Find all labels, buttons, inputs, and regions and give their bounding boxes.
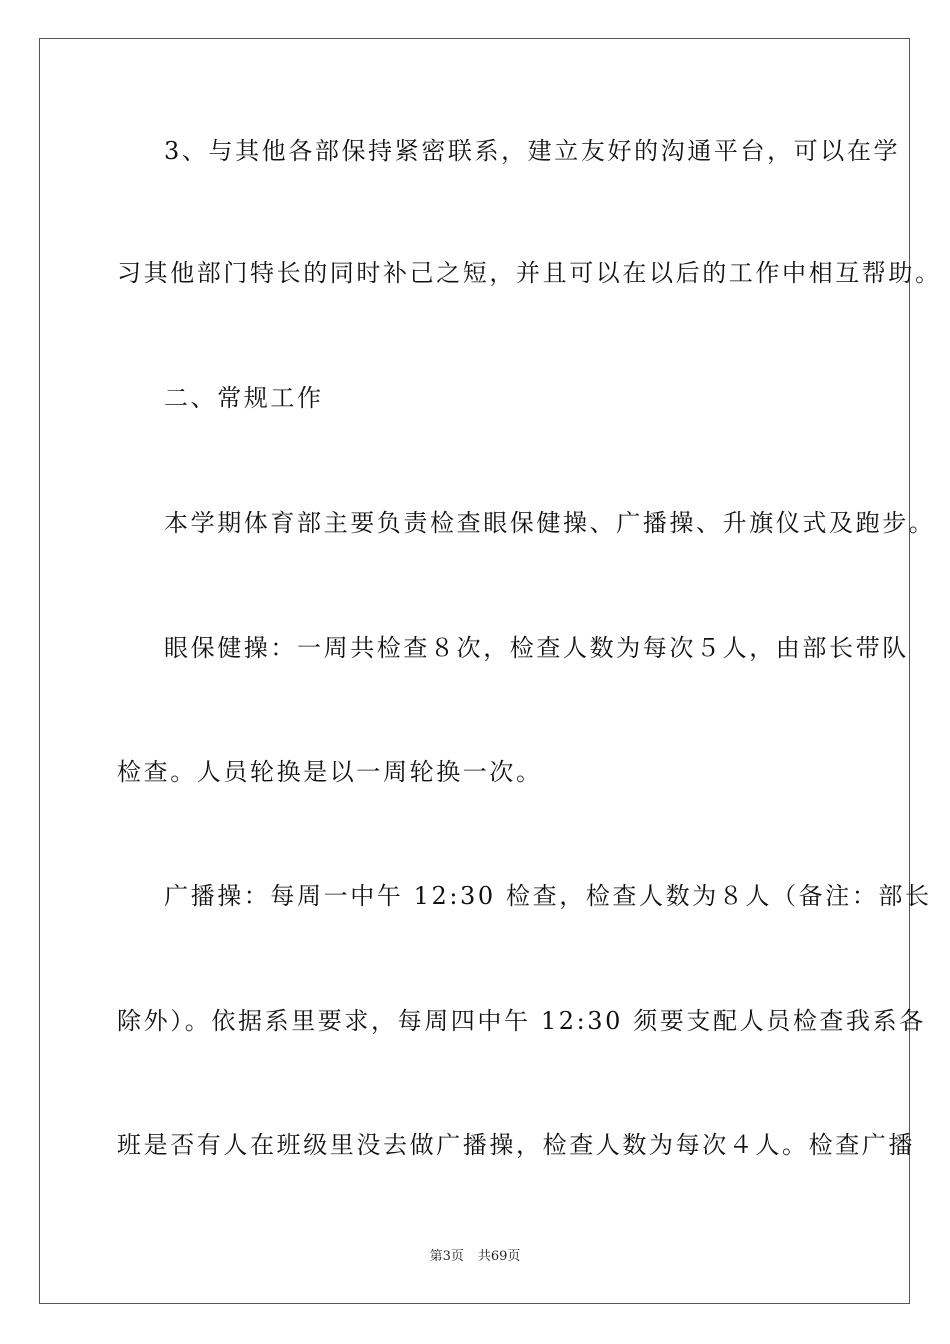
paragraph-line-1: 3、与其他各部保持紧密联系，建立友好的沟通平台，可以在学 xyxy=(164,137,901,165)
paragraph-line-4: 本学期体育部主要负责检查眼保健操、广播操、升旗仪式及跑步。 xyxy=(164,509,936,537)
paragraph-line-5: 眼保健操：一周共检查８次，检查人数为每次５人，由部长带队 xyxy=(164,634,909,662)
paragraph-line-6: 检查。人员轮换是以一周轮换一次。 xyxy=(117,758,543,786)
paragraph-line-8: 除外）。依据系里要求，每周四中午 12:30 须要支配人员检查我系各 xyxy=(117,1007,926,1035)
paragraph-line-9: 班是否有人在班级里没去做广播操，检查人数为每次４人。检查广播 xyxy=(117,1131,915,1159)
page-border xyxy=(39,38,910,1304)
page-total: 共69页 xyxy=(477,1249,521,1264)
paragraph-line-7: 广播操：每周一中午 12:30 检查，检查人数为８人（备注：部长 xyxy=(164,882,932,910)
paragraph-line-2: 习其他部门特长的同时补己之短，并且可以在以后的工作中相互帮助。 xyxy=(117,259,942,287)
page-number: 第3页 xyxy=(429,1249,464,1264)
section-heading: 二、常规工作 xyxy=(164,384,324,412)
page-footer xyxy=(0,1248,950,1266)
